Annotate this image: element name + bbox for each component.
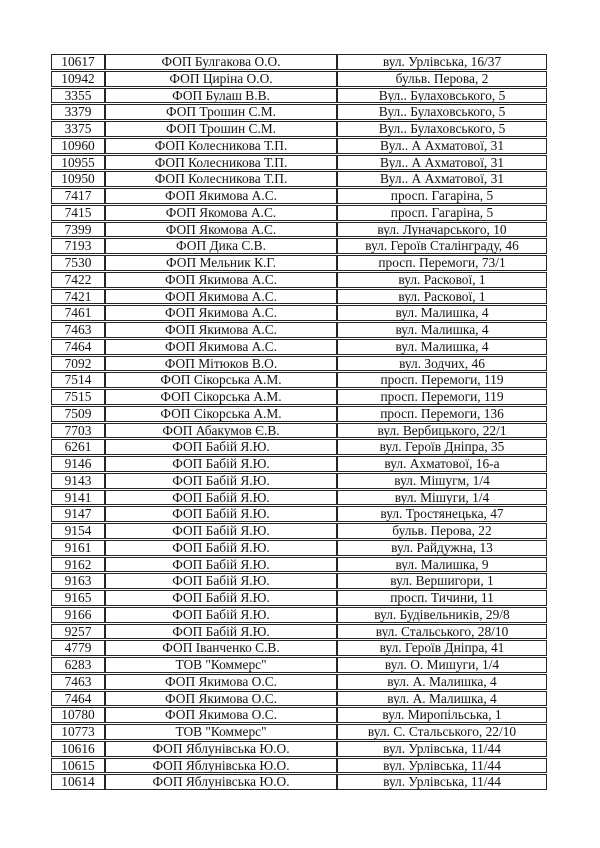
id-cell: 9154 — [51, 523, 105, 539]
id-cell: 10616 — [51, 741, 105, 757]
address-cell: вул. Малишка, 4 — [337, 322, 547, 338]
address-cell: вул. Малишка, 9 — [337, 557, 547, 573]
address-cell: вул. Вербицького, 22/1 — [337, 423, 547, 439]
id-cell: 7530 — [51, 255, 105, 271]
name-cell: ФОП Якимова О.С. — [105, 674, 337, 690]
id-cell: 3379 — [51, 104, 105, 120]
name-cell: ФОП Якимова А.С. — [105, 188, 337, 204]
address-cell: бульв. Перова, 2 — [337, 71, 547, 87]
name-cell: ФОП Якимова А.С. — [105, 289, 337, 305]
id-cell: 7092 — [51, 356, 105, 372]
id-cell: 9257 — [51, 624, 105, 640]
address-cell: просп. Перемоги, 136 — [337, 406, 547, 422]
id-cell: 9165 — [51, 590, 105, 606]
address-cell: вул. О. Мишуги, 1/4 — [337, 657, 547, 673]
table-row — [51, 138, 547, 154]
id-cell: 7415 — [51, 205, 105, 221]
id-cell: 9146 — [51, 456, 105, 472]
name-cell: ФОП Якимова О.С. — [105, 707, 337, 723]
name-cell: ФОП Бабій Я.Ю. — [105, 456, 337, 472]
table-row — [51, 590, 547, 606]
table-row — [51, 205, 547, 221]
table-row — [51, 389, 547, 405]
name-cell: ФОП Яблунівська Ю.О. — [105, 741, 337, 757]
id-cell: 7421 — [51, 289, 105, 305]
id-cell: 7703 — [51, 423, 105, 439]
table-row — [51, 406, 547, 422]
table-row — [51, 573, 547, 589]
name-cell: ФОП Якимова О.С. — [105, 691, 337, 707]
id-cell: 9141 — [51, 490, 105, 506]
address-cell: вул. Мішугм, 1/4 — [337, 473, 547, 489]
id-cell: 9147 — [51, 506, 105, 522]
address-cell: просп. Перемоги, 119 — [337, 389, 547, 405]
table-row — [51, 640, 547, 656]
id-cell: 9161 — [51, 540, 105, 556]
table-row — [51, 557, 547, 573]
table-row — [51, 121, 547, 137]
address-cell: вул. Раскової, 1 — [337, 272, 547, 288]
name-cell: ФОП Циріна О.О. — [105, 71, 337, 87]
table-row — [51, 774, 547, 790]
name-cell: ФОП Якимова А.С. — [105, 305, 337, 321]
address-cell: вул. Луначарського, 10 — [337, 222, 547, 238]
id-cell: 10955 — [51, 155, 105, 171]
address-cell: вул. Зодчих, 46 — [337, 356, 547, 372]
id-cell: 7463 — [51, 322, 105, 338]
id-cell: 9166 — [51, 607, 105, 623]
address-cell: бульв. Перова, 22 — [337, 523, 547, 539]
name-cell: ФОП Бабій Я.Ю. — [105, 523, 337, 539]
name-cell: ФОП Колесникова Т.П. — [105, 138, 337, 154]
address-cell: вул. Вершигори, 1 — [337, 573, 547, 589]
id-cell: 9143 — [51, 473, 105, 489]
address-cell: вул. А. Малишка, 4 — [337, 691, 547, 707]
id-cell: 3355 — [51, 88, 105, 104]
address-cell: вул. С. Стальського, 22/10 — [337, 724, 547, 740]
table-row — [51, 88, 547, 104]
table-row — [51, 724, 547, 740]
address-cell: вул. Мішуги, 1/4 — [337, 490, 547, 506]
table-row — [51, 456, 547, 472]
table-row — [51, 272, 547, 288]
id-cell: 7509 — [51, 406, 105, 422]
name-cell: ФОП Трошин С.М. — [105, 104, 337, 120]
address-cell: вул. Малишка, 4 — [337, 339, 547, 355]
address-cell: вул. Тростянецька, 47 — [337, 506, 547, 522]
address-cell: Вул.. Булаховського, 5 — [337, 121, 547, 137]
name-cell: ФОП Бабій Я.Ю. — [105, 607, 337, 623]
table-row — [51, 758, 547, 774]
name-cell: ФОП Бабій Я.Ю. — [105, 506, 337, 522]
id-cell: 10614 — [51, 774, 105, 790]
address-cell: вул. Стальського, 28/10 — [337, 624, 547, 640]
name-cell: ФОП Бабій Я.Ю. — [105, 624, 337, 640]
id-cell: 6261 — [51, 439, 105, 455]
name-cell: ФОП Бабій Я.Ю. — [105, 490, 337, 506]
id-cell: 6283 — [51, 657, 105, 673]
address-cell: вул. Малишка, 4 — [337, 305, 547, 321]
address-cell: просп. Гагаріна, 5 — [337, 188, 547, 204]
name-cell: ФОП Мельник К.Г. — [105, 255, 337, 271]
address-cell: вул. Раскової, 1 — [337, 289, 547, 305]
table-row — [51, 423, 547, 439]
address-cell: вул. Героїв Дніпра, 41 — [337, 640, 547, 656]
address-cell: Вул.. Булаховського, 5 — [337, 88, 547, 104]
name-cell: ФОП Якимова А.С. — [105, 339, 337, 355]
address-cell: просп. Перемоги, 119 — [337, 372, 547, 388]
table-row — [51, 255, 547, 271]
name-cell: ФОП Якомова А.С. — [105, 205, 337, 221]
name-cell: ФОП Колесникова Т.П. — [105, 155, 337, 171]
name-cell: ФОП Мітюков В.О. — [105, 356, 337, 372]
address-cell: вул. Героїв Сталінграду, 46 — [337, 238, 547, 254]
table-row — [51, 238, 547, 254]
id-cell: 10950 — [51, 171, 105, 187]
id-cell: 10773 — [51, 724, 105, 740]
id-cell: 9162 — [51, 557, 105, 573]
name-cell: ФОП Абакумов Є.В. — [105, 423, 337, 439]
address-cell: Вул.. А Ахматової, 31 — [337, 155, 547, 171]
name-cell: ФОП Трошин С.М. — [105, 121, 337, 137]
id-cell: 10942 — [51, 71, 105, 87]
table-row — [51, 155, 547, 171]
address-cell: просп. Гагаріна, 5 — [337, 205, 547, 221]
name-cell: ФОП Сікорська А.М. — [105, 406, 337, 422]
name-cell: ФОП Бабій Я.Ю. — [105, 439, 337, 455]
name-cell: ФОП Сікорська А.М. — [105, 372, 337, 388]
table-row — [51, 490, 547, 506]
address-cell: вул. Героїв Дніпра, 35 — [337, 439, 547, 455]
id-cell: 10617 — [51, 54, 105, 70]
table-row — [51, 71, 547, 87]
name-cell: ФОП Колесникова Т.П. — [105, 171, 337, 187]
address-cell: вул. Урлівська, 11/44 — [337, 758, 547, 774]
table-row — [51, 439, 547, 455]
table-row — [51, 506, 547, 522]
name-cell: ФОП Булгакова О.О. — [105, 54, 337, 70]
id-cell: 10780 — [51, 707, 105, 723]
name-cell: ФОП Яблунівська Ю.О. — [105, 758, 337, 774]
table-row — [51, 188, 547, 204]
name-cell: ФОП Дика С.В. — [105, 238, 337, 254]
table-row — [51, 322, 547, 338]
table-body — [51, 54, 547, 790]
name-cell: ФОП Бабій Я.Ю. — [105, 557, 337, 573]
name-cell: ФОП Якимова А.С. — [105, 272, 337, 288]
id-cell: 9163 — [51, 573, 105, 589]
id-cell: 7514 — [51, 372, 105, 388]
name-cell: ФОП Сікорська А.М. — [105, 389, 337, 405]
name-cell: ТОВ "Коммерс" — [105, 724, 337, 740]
id-cell: 7464 — [51, 691, 105, 707]
address-cell: вул. Миропільська, 1 — [337, 707, 547, 723]
name-cell: ТОВ "Коммерс" — [105, 657, 337, 673]
table-row — [51, 339, 547, 355]
table-row — [51, 104, 547, 120]
address-cell: просп. Тичини, 11 — [337, 590, 547, 606]
table-row — [51, 741, 547, 757]
name-cell: ФОП Бабій Я.Ю. — [105, 573, 337, 589]
address-cell: вул. Урлівська, 11/44 — [337, 741, 547, 757]
table-row — [51, 473, 547, 489]
table-row — [51, 54, 547, 70]
table-row — [51, 222, 547, 238]
id-cell: 7461 — [51, 305, 105, 321]
id-cell: 7464 — [51, 339, 105, 355]
table-row — [51, 674, 547, 690]
name-cell: ФОП Іванченко С.В. — [105, 640, 337, 656]
id-cell: 10615 — [51, 758, 105, 774]
address-cell: вул. А. Малишка, 4 — [337, 674, 547, 690]
name-cell: ФОП Булаш В.В. — [105, 88, 337, 104]
table-row — [51, 356, 547, 372]
table-row — [51, 540, 547, 556]
name-cell: ФОП Якимова А.С. — [105, 322, 337, 338]
table-row — [51, 305, 547, 321]
address-cell: Вул.. Булаховського, 5 — [337, 104, 547, 120]
id-cell: 7399 — [51, 222, 105, 238]
name-cell: ФОП Якомова А.С. — [105, 222, 337, 238]
table-row — [51, 171, 547, 187]
address-cell: вул. Райдужна, 13 — [337, 540, 547, 556]
address-cell: вул. Урлівська, 16/37 — [337, 54, 547, 70]
id-cell: 10960 — [51, 138, 105, 154]
table-row — [51, 372, 547, 388]
name-cell: ФОП Бабій Я.Ю. — [105, 473, 337, 489]
id-cell: 7417 — [51, 188, 105, 204]
table-row — [51, 523, 547, 539]
id-cell: 7422 — [51, 272, 105, 288]
id-cell: 7515 — [51, 389, 105, 405]
address-cell: вул. Урлівська, 11/44 — [337, 774, 547, 790]
table-row — [51, 289, 547, 305]
table-row — [51, 657, 547, 673]
id-cell: 3375 — [51, 121, 105, 137]
address-cell: Вул.. А Ахматової, 31 — [337, 138, 547, 154]
address-cell: вул. Будівельників, 29/8 — [337, 607, 547, 623]
address-cell: Вул.. А Ахматової, 31 — [337, 171, 547, 187]
table-row — [51, 707, 547, 723]
id-cell: 7463 — [51, 674, 105, 690]
id-cell: 4779 — [51, 640, 105, 656]
name-cell: ФОП Яблунівська Ю.О. — [105, 774, 337, 790]
table-row — [51, 691, 547, 707]
table-row — [51, 624, 547, 640]
id-cell: 7193 — [51, 238, 105, 254]
name-cell: ФОП Бабій Я.Ю. — [105, 540, 337, 556]
address-cell: вул. Ахматової, 16-а — [337, 456, 547, 472]
name-cell: ФОП Бабій Я.Ю. — [105, 590, 337, 606]
table-row — [51, 607, 547, 623]
registry-table — [51, 53, 547, 791]
address-cell: просп. Перемоги, 73/1 — [337, 255, 547, 271]
